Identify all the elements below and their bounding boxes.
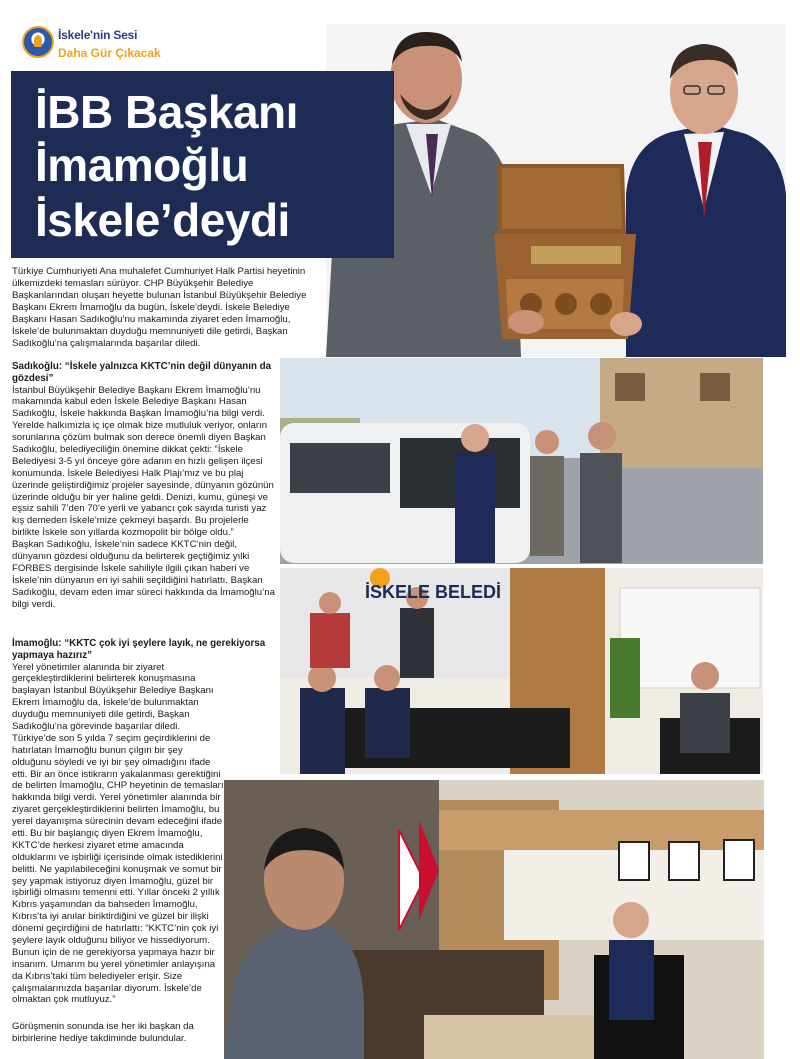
headline-line-1: İBB Başkanı	[35, 86, 298, 138]
photo-interview-at-desk	[224, 780, 764, 1059]
article-column-section1	[12, 361, 276, 610]
iskele-belediyesi-logo	[22, 26, 54, 58]
section2-paragraph-1: Yerel yönetimler alanında bir ziyaret gerçekleştirdiklerini belirterek konuşmasına başlayan İstanbul Büyükşehir Belediye Başkanı Ekrem İmamoğlu da, İskele’de bulunmaktan duyduğu memnuniyeti dile getirdi, Başkan Sadıkoğlu’na görevinde başarılar diledi. Türkiye’de son 5 yılda 7 seçim geçirdiklerini de hatırlatan İmamoğlu bunun çılgın bir şey olduğunu söyledi ve iyi bir şey olmadığını ifade etti. Bir an önce istikrarın yakalanması gerektiğini de belirten İmamoğlu, CHP heyetinin de temasları hakkında bilgi verdi. Yerel yönetimler alanında bir ziyaret gerçekleştirdiklerini belirten İmamoğlu, bu yerel dayanışma sürecinin devam edeceğini ifade etti. Bu bir başlangıç diyen Ekrem İmamoğlu, KKTC’de herkesi ziyaret etme amacında olduklarını ve işbirliği içerisinde olmak istediklerini belitti. Ne yapılabileceğini konuşmak ve somut bir şey yapmak istiyoruz diyen İmamoğlu, güzel bir işbirliği olmasını temenni etti. Yıllar önceki 2 yıllık Kıbrıs yaşamından da bahseden İmamoğlu, Kıbrıs’ta iyi anılar biriktirdiğini ve güzel bir ilişki dönemi geçirdiğini de hatırlattı: “KKTC’nin çok iyi şeylere layık olduğunu biliyor ve hissediyorum. Bunun için de ne gerekiyorsa yapmaya hazır bir insanım. Umarım bu yerel yönetimler anlayışına da Kıbrıs’taki tüm belediyeler erişir. Size çalışmalarınızda başarılar diyorum. İskele’de olmaktan çok mutluyuz.”	[12, 661, 224, 1006]
section2-heading: İmamoğlu: “KKTC çok iyi şeylere layık, ne gerekiyorsa yapmaya hazırız”	[12, 638, 266, 661]
section1-heading: Sadıkoğlu: “İskele yalnızca KKTC’nin değil dünyanın da gözdesi”	[12, 361, 272, 384]
closing-paragraph: Görüşmenin sonunda ise her iki başkan da birbirlerine hediye takdiminde bulundular.	[12, 1021, 194, 1044]
headline-block	[11, 71, 394, 258]
intro-paragraph: Türkiye Cumhuriyeti Ana muhalefet Cumhuriyet Halk Partisi heyetinin ülkemizdeki temasları sürüyor. CHP Büyükşehir Belediye Başkanlarından oluşan heyette bulunan İstanbul Büyükşehir Belediye Başkanı Ekrem İmamoğlu da bugün, İskele’deydi. İskele Belediye Başkanı Hasan Sadıkoğlu’nu makamında ziyaret eden İmamoğlu, İskele’de bulunmaktan duyduğu memnuniyeti dile getirdi, Başkan Sadıkoğlu’na çalışmalarında başarılar diledi.	[12, 266, 307, 349]
hero-photo-gift-exchange	[326, 24, 786, 357]
section1-paragraph-2: Yerelde halkımızla iç içe olmak bize mutluluk veriyor, onların sorunlarına çözüm bulmak son derece önemli diyen Başkan Sadıkoğlu, belediyeciliğin önemine dikkat çekti: “İskele Belediyesi 3-5 yıl önceye göre adanın en hızlı gelişen ilçesi konumunda. İskele Belediyesi Halk Plajı’mız ve bu plaj üzerinde geliştirdiğimiz projeler sayesinde, dünyanın gözünün üzerinde olduğu bir yer haline geldi. Denizi, kumu, güneşi ve eşsiz sahili 7’den 70’e yerli ve yabancı çok sayıda turisti yaz kış demeden İskele’mize çekmeyi başardı. Bu projelerle birlikte İskele son yıllarda kozmopolit bir bölge oldu.”	[12, 420, 274, 539]
headline-line-3: İskele’deydi	[35, 194, 290, 246]
section1-paragraph-1: İstanbul Büyükşehir Belediye Başkanı Ekrem İmamoğlu’nu makamında kabul eden İskele Belediye Başkanı Hasan Sadıkoğlu, İskele hakkında Başkan İmamoğlu’na bilgi verdi.	[12, 384, 265, 420]
brand-tagline-line1: İskele'nin Sesi	[58, 28, 138, 42]
photo3-banner-text: İSKELE BELEDİ	[365, 582, 502, 602]
section1-paragraph-3: Başkan Sadıkoğlu, İskele’nin sadece KKTC’nin değil, dünyanın gözdesi olduğunu da belirterek geçtiğimiz yılki FORBES dergisinde İskele sahiliyle ilgili çıkan haberi ve İskele’nin dünyanın en iyi sahili seçildiğini hatırlattı. Başkan Sadıkoğlu, devam eden imar süreci hakkında da İmamoğlu’na bilgi verdi.	[12, 539, 275, 610]
headline-line-2: İmamoğlu	[35, 139, 249, 191]
photo-office-meeting	[280, 568, 763, 774]
brand-tagline-line2: Daha Gür Çıkacak	[58, 46, 161, 60]
photo-street-handshake	[280, 358, 763, 564]
